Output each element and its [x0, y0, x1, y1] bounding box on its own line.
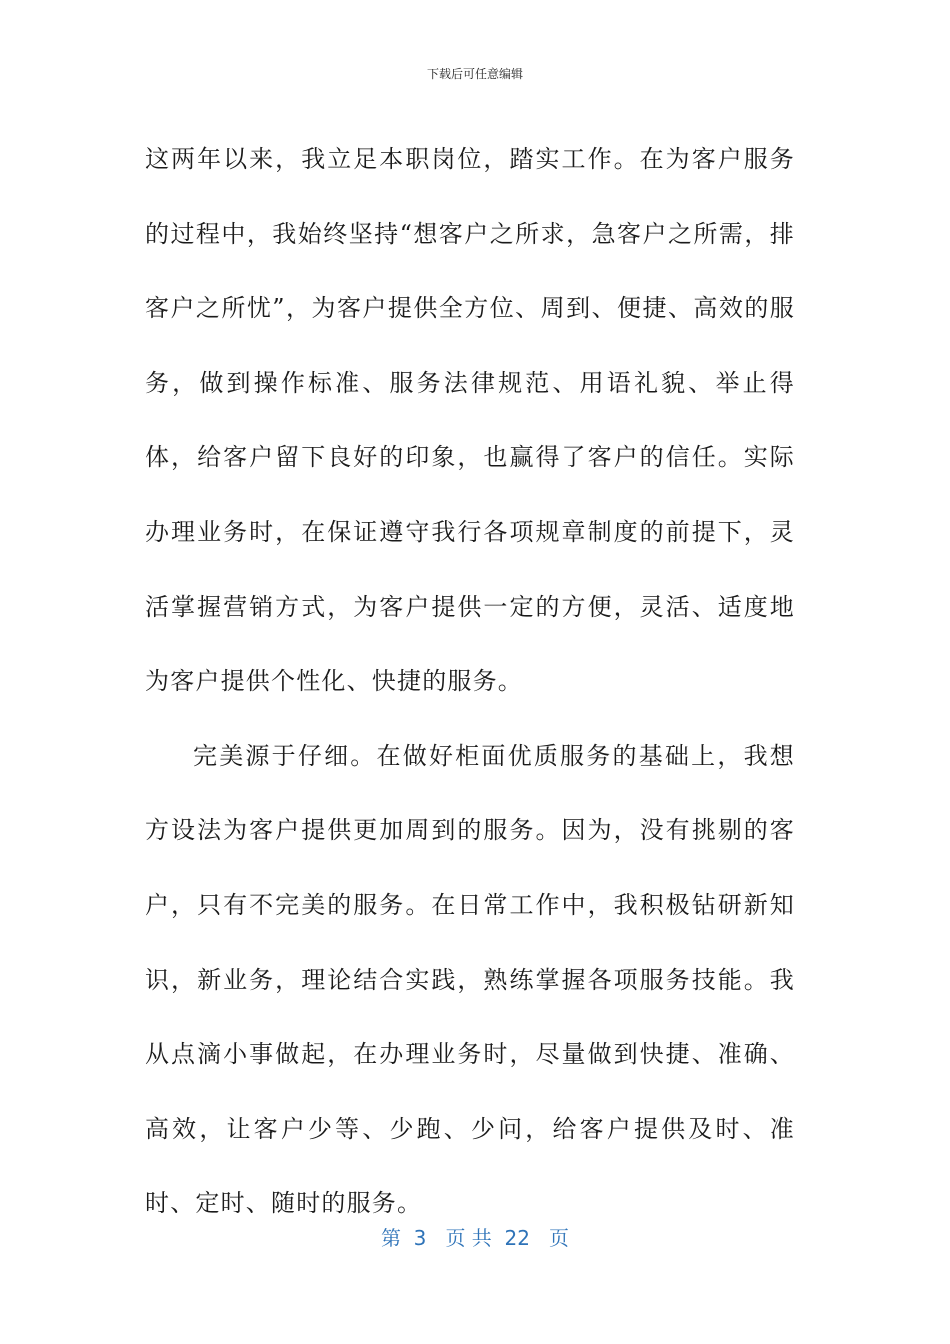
paragraph-1: 这两年以来，我立足本职岗位，踏实工作。在为客户服务的过程中，我始终坚持“想客户之所求，急客户之所需，排客户之所忧”，为客户提供全方位、周到、便捷、高效的服务，做到操作标准、服务法律规范、用语礼貌、举止得体，给客户留下良好的印象，也赢得了客户的信任。实际办理业务时，在保证遵守我行各项规章制度的前提下，灵活掌握营销方式，为客户提供一定的方便，灵活、适度地为客户提供个性化、快捷的服务。: [145, 145, 795, 696]
page-header: 下载后可任意编辑: [426, 67, 523, 81]
page-number-footer: 第 3 页 共 22 页: [380, 1226, 570, 1250]
paragraph-2: 完美源于仔细。在做好柜面优质服务的基础上，我想方设法为客户提供更加周到的服务。因为，没有挑剔的客户，只有不完美的服务。在日常工作中，我积极钻研新知识，新业务，理论结合实践，熟练掌握各项服务技能。我从点滴小事做起，在办理业务时，尽量做到快捷、准确、高效，让客户少等、少跑、少问，给客户提供及时、准时、定时、随时的服务。: [145, 741, 795, 1218]
document-body: [145, 122, 795, 1241]
